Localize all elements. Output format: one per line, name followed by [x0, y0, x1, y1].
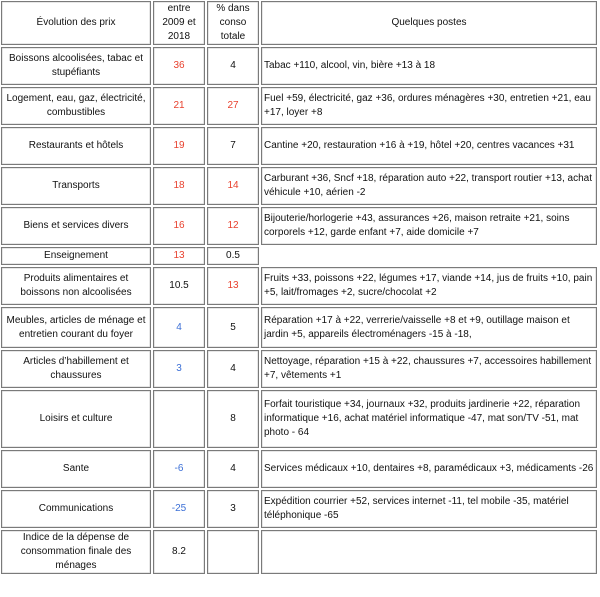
header-share: % dans conso totale [207, 1, 259, 45]
change-cell: 3 [153, 350, 205, 388]
share-cell: 5 [207, 307, 259, 348]
table-row [1, 307, 597, 348]
table-row-total [1, 530, 597, 574]
share-cell: 8 [207, 390, 259, 448]
category-cell: Indice de la dépense de consommation finale des ménages [1, 530, 151, 574]
change-cell: 18 [153, 167, 205, 205]
header-row [1, 1, 597, 45]
items-cell: Expédition courrier +52, services internet -11, tel mobile -35, matériel téléphonique -65 [261, 490, 597, 528]
category-cell: Boissons alcoolisées, tabac et stupéfiants [1, 47, 151, 85]
change-cell: 16 [153, 207, 205, 245]
change-cell: 21 [153, 87, 205, 125]
change-cell: 10.5 [153, 267, 205, 305]
items-cell-empty [261, 247, 597, 265]
table-row [1, 350, 597, 388]
category-cell: Transports [1, 167, 151, 205]
table-row [1, 267, 597, 305]
items-cell: Bijouterie/horlogerie +43, assurances +26, maison retraite +21, soins corporels +12, garde enfant +7, aide domicile +7 [261, 207, 597, 245]
items-cell: Services médicaux +10, dentaires +8, paramédicaux +3, médicaments -26 [261, 450, 597, 488]
change-cell: 36 [153, 47, 205, 85]
share-cell [207, 530, 259, 574]
change-cell: 13 [153, 247, 205, 265]
category-cell: Restaurants et hôtels [1, 127, 151, 165]
share-cell: 7 [207, 127, 259, 165]
share-cell: 4 [207, 350, 259, 388]
items-cell: Fruits +33, poissons +22, légumes +17, viande +14, jus de fruits +10, pain +5, lait/fromages +2, sucre/chocolat +2 [261, 267, 597, 305]
table-row [1, 47, 597, 85]
table-row [1, 127, 597, 165]
items-cell [261, 530, 597, 574]
items-cell: Forfait touristique +34, journaux +32, produits jardinerie +22, réparation informatique +16, achat matériel informatique -47, mat son/TV -51, mat photo - 64 [261, 390, 597, 448]
items-cell: Nettoyage, réparation +15 à +22, chaussures +7, accessoires habillement +7, vêtements +1 [261, 350, 597, 388]
table-row [1, 450, 597, 488]
change-cell: 19 [153, 127, 205, 165]
items-cell: Cantine +20, restauration +16 à +19, hôtel +20, centres vacances +31 [261, 127, 597, 165]
category-cell: Meubles, articles de ménage et entretien courant du foyer [1, 307, 151, 348]
change-cell: -6 [153, 450, 205, 488]
share-cell: 4 [207, 47, 259, 85]
items-cell: Fuel +59, électricité, gaz +36, ordures ménagères +30, entretien +21, eau +17, loyer +8 [261, 87, 597, 125]
share-cell: 12 [207, 207, 259, 245]
category-cell: Biens et services divers [1, 207, 151, 245]
header-items: Quelques postes [261, 1, 597, 45]
category-cell: Loisirs et culture [1, 390, 151, 448]
share-cell: 4 [207, 450, 259, 488]
share-cell: 27 [207, 87, 259, 125]
share-cell: 0.5 [207, 247, 259, 265]
category-cell: Communications [1, 490, 151, 528]
table-row [1, 167, 597, 205]
table-row [1, 490, 597, 528]
table-row [1, 207, 597, 245]
items-cell: Réparation +17 à +22, verrerie/vaisselle +8 et +9, outillage maison et jardin +5, appareils électroménagers -15 à -18, [261, 307, 597, 348]
category-cell: Articles d’habillement et chaussures [1, 350, 151, 388]
category-cell: Sante [1, 450, 151, 488]
header-category: Évolution des prix [1, 1, 151, 45]
change-cell: -25 [153, 490, 205, 528]
items-cell: Tabac +110, alcool, vin, bière +13 à 18 [261, 47, 597, 85]
items-cell: Carburant +36, Sncf +18, réparation auto +22, transport routier +13, achat véhicule +10, aérien -2 [261, 167, 597, 205]
share-cell: 14 [207, 167, 259, 205]
share-cell: 3 [207, 490, 259, 528]
category-cell: Enseignement [1, 247, 151, 265]
table-row [1, 247, 597, 265]
change-cell: 4 [153, 307, 205, 348]
category-cell: Logement, eau, gaz, électricité, combustibles [1, 87, 151, 125]
header-change: entre 2009 et 2018 [153, 1, 205, 45]
share-cell: 13 [207, 267, 259, 305]
category-cell: Produits alimentaires et boissons non alcoolisées [1, 267, 151, 305]
table-row [1, 87, 597, 125]
table-row [1, 390, 597, 448]
change-cell: 8.2 [153, 530, 205, 574]
change-cell [153, 390, 205, 448]
